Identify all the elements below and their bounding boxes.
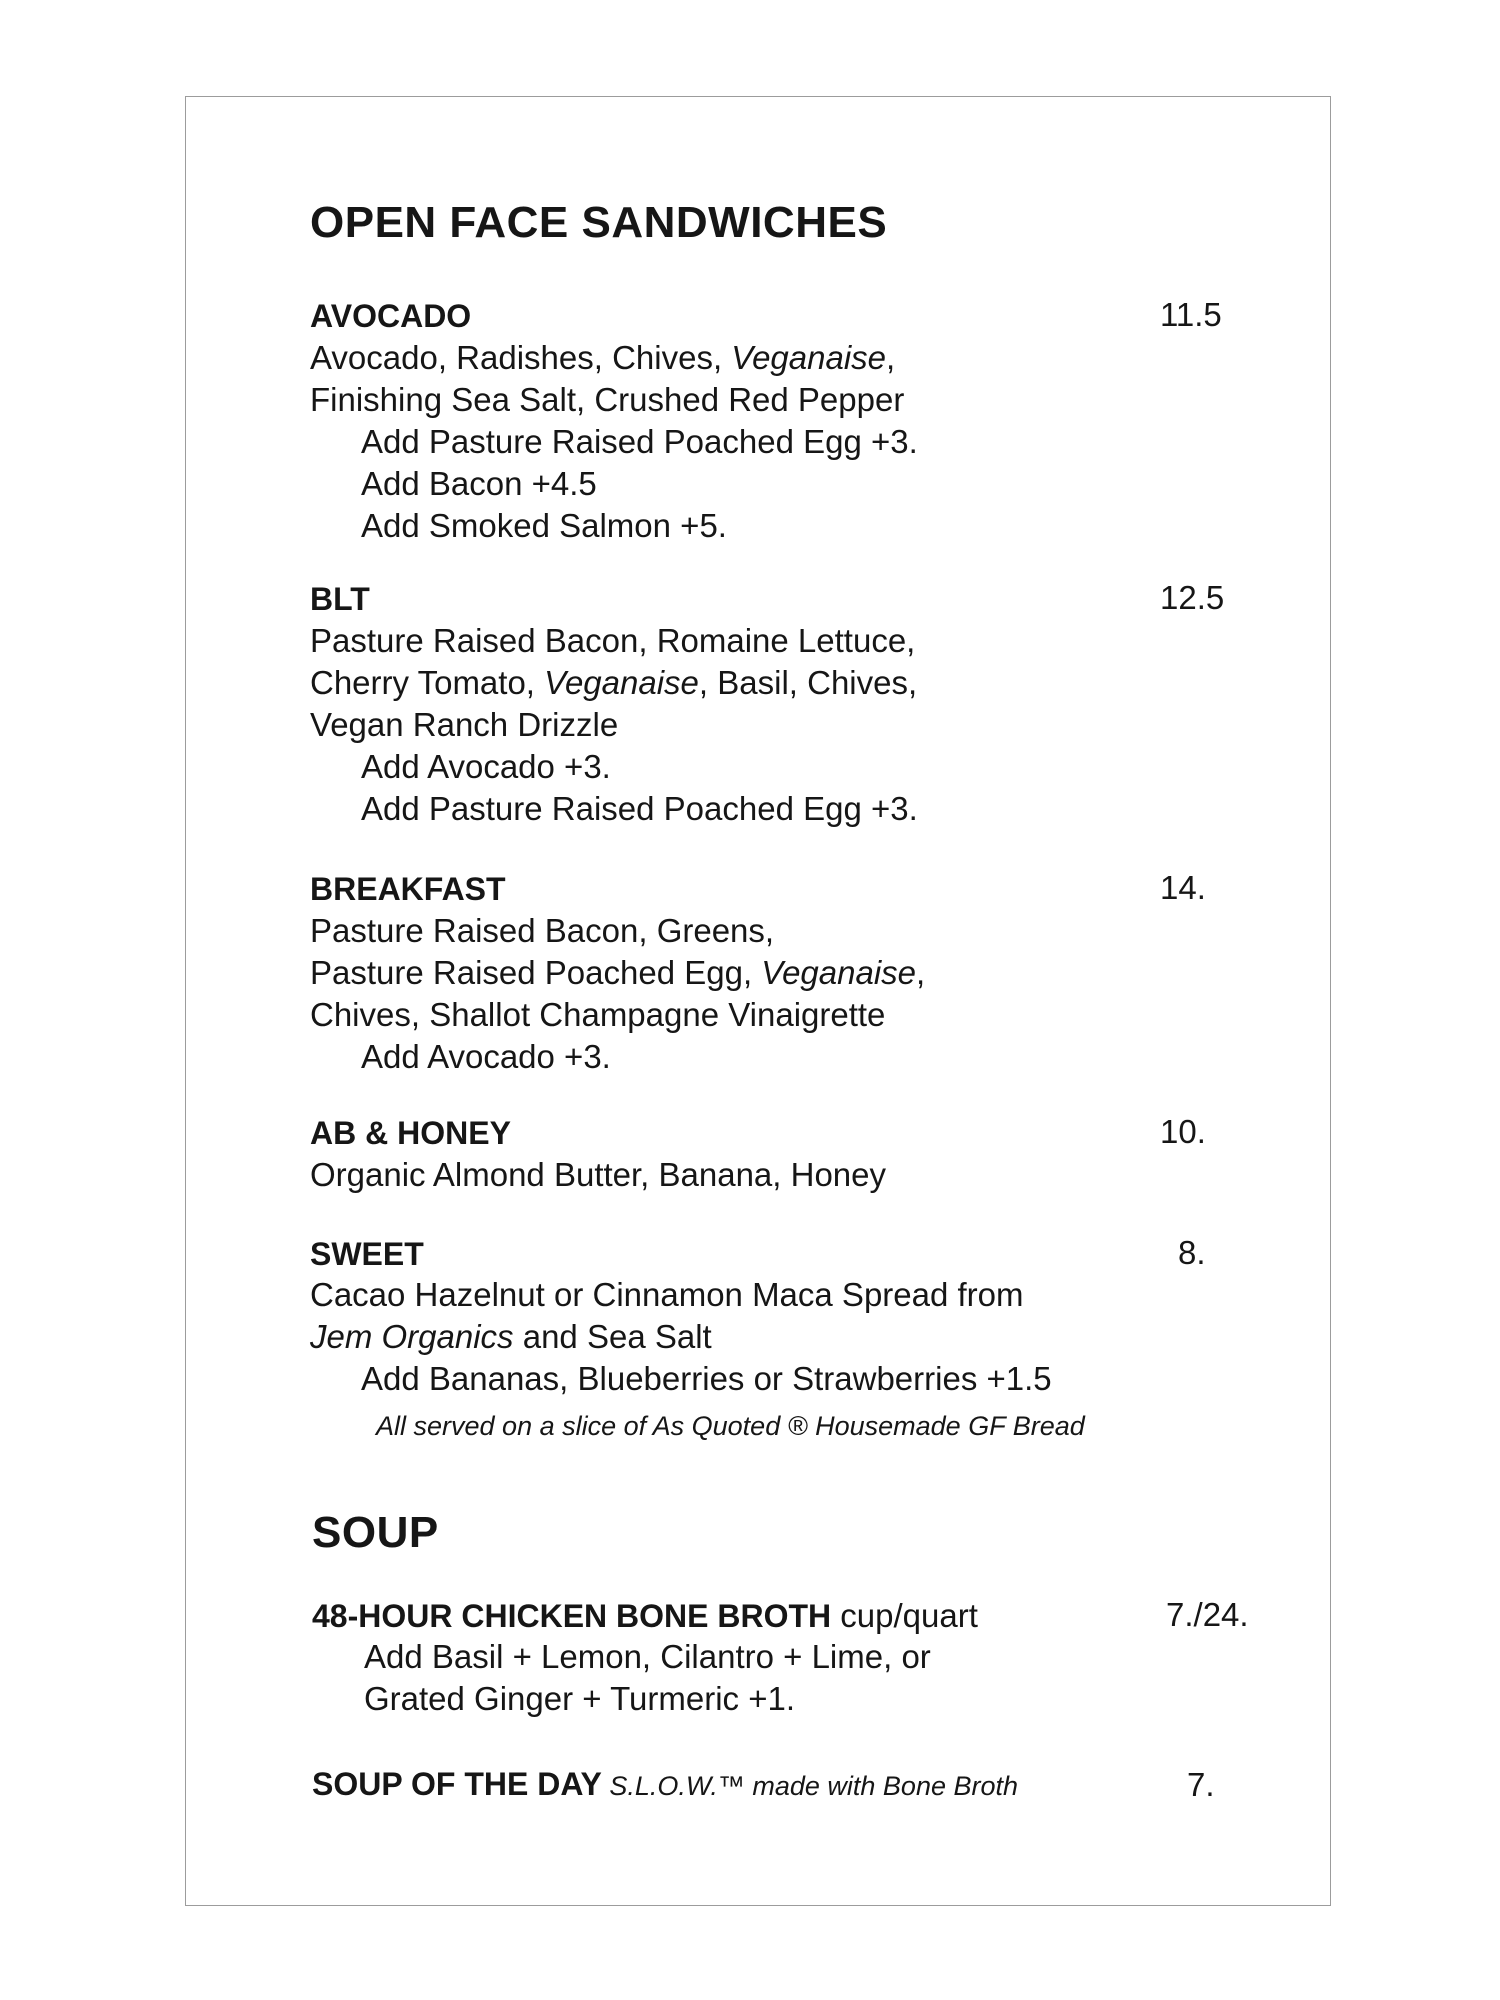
- item-desc-sweet-line1: Cacao Hazelnut or Cinnamon Maca Spread from: [310, 1276, 1024, 1313]
- item-price-blt: 12.5: [1160, 579, 1225, 616]
- item-desc-avocado-line2: Finishing Sea Salt, Crushed Red Pepper: [310, 381, 905, 418]
- item-price-avocado: 11.5: [1160, 296, 1222, 333]
- item-desc-breakfast-line2: Pasture Raised Poached Egg, Veganaise,: [310, 954, 926, 991]
- item-name-avocado: AVOCADO: [310, 298, 472, 334]
- veganaise-text: Veganaise: [761, 954, 917, 991]
- bread-note: All served on a slice of As Quoted ® Housemade GF Bread: [376, 1411, 1085, 1441]
- item-addon: Add Pasture Raised Poached Egg +3.: [361, 423, 918, 460]
- item-addon: Grated Ginger + Turmeric +1.: [364, 1680, 796, 1717]
- section-heading-sandwiches: OPEN FACE SANDWICHES: [310, 198, 888, 247]
- item-name-blt: BLT: [310, 581, 370, 617]
- item-desc-breakfast-line3: Chives, Shallot Champagne Vinaigrette: [310, 996, 886, 1033]
- item-price-soup-of-the-day: 7.: [1187, 1766, 1215, 1803]
- item-addon: Add Avocado +3.: [361, 1038, 611, 1075]
- section-heading-soup: SOUP: [312, 1508, 439, 1557]
- item-addon: Add Pasture Raised Poached Egg +3.: [361, 790, 918, 827]
- item-desc-ab-honey: Organic Almond Butter, Banana, Honey: [310, 1156, 887, 1193]
- jem-organics-text: Jem Organics: [310, 1318, 514, 1355]
- item-name-breakfast: BREAKFAST: [310, 871, 506, 907]
- item-price-ab-honey: 10.: [1160, 1113, 1206, 1150]
- item-size-bone-broth: cup/quart: [831, 1597, 978, 1634]
- item-desc-blt-line1: Pasture Raised Bacon, Romaine Lettuce,: [310, 622, 916, 659]
- item-name-sweet: SWEET: [310, 1236, 424, 1272]
- item-desc-sweet-line2: Jem Organics and Sea Salt: [310, 1318, 712, 1355]
- item-name-ab-honey: AB & HONEY: [310, 1115, 511, 1151]
- veganaise-text: Veganaise: [731, 339, 887, 376]
- item-desc-blt-line3: Vegan Ranch Drizzle: [310, 706, 619, 743]
- item-name-bone-broth: 48-HOUR CHICKEN BONE BROTH cup/quart: [312, 1597, 978, 1634]
- item-desc-breakfast-line1: Pasture Raised Bacon, Greens,: [310, 912, 775, 949]
- item-name-soup-of-the-day: SOUP OF THE DAY S.L.O.W.™ made with Bone Broth: [312, 1766, 1019, 1802]
- item-price-sweet: 8.: [1178, 1234, 1206, 1271]
- item-price-bone-broth: 7./24.: [1166, 1596, 1249, 1633]
- item-desc-soup-of-the-day: S.L.O.W.™ made with Bone Broth: [601, 1771, 1019, 1801]
- veganaise-text: Veganaise: [544, 664, 699, 701]
- item-addon: Add Bananas, Blueberries or Strawberries +1.5: [361, 1360, 1052, 1397]
- item-desc-blt-line2: Cherry Tomato, Veganaise, Basil, Chives,: [310, 664, 918, 701]
- item-desc-avocado-line1: Avocado, Radishes, Chives, Veganaise,: [310, 339, 896, 376]
- item-price-breakfast: 14.: [1160, 869, 1206, 906]
- item-addon: Add Bacon +4.5: [361, 465, 597, 502]
- item-addon: Add Basil + Lemon, Cilantro + Lime, or: [364, 1638, 931, 1675]
- item-addon: Add Avocado +3.: [361, 748, 611, 785]
- item-addon: Add Smoked Salmon +5.: [361, 507, 727, 544]
